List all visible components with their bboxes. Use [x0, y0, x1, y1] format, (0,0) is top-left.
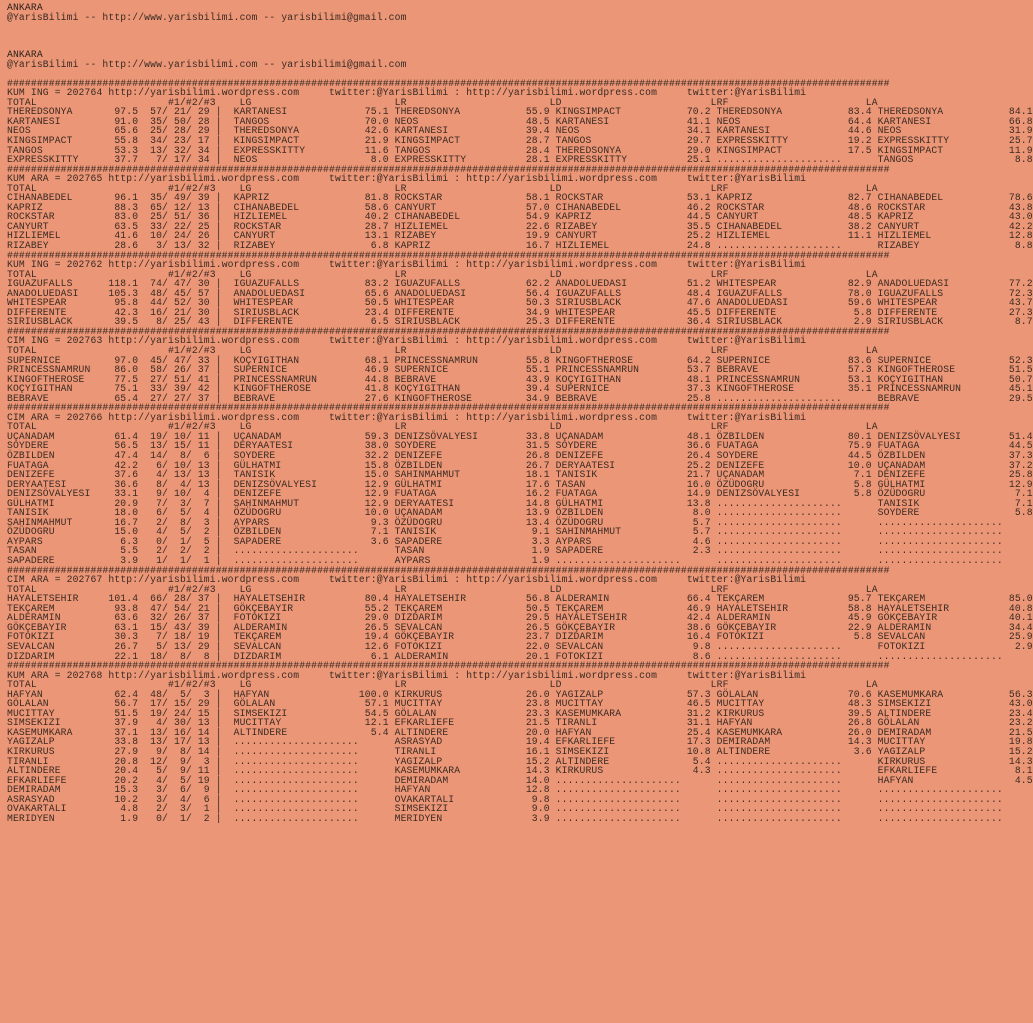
twitter-handle[interactable]: twitter:@YarisBilimi : [329, 173, 467, 185]
twitter-handle[interactable]: twitter:@YarisBilimi [686, 173, 807, 185]
contact-text: @YarisBilimi -- http://www.yarisbilimi.com -- yarisbilimi@gmail.com [7, 58, 407, 70]
table-row: SAPADERE 3.9 1/ 1/ 1 | ..................... AYPARS 1.9 ..................... ..................... ..................... [7, 555, 1033, 567]
table-row: ROCKSTAR 83.0 25/ 51/ 36 | HIZLIEMEL 40.2 CIHANABEDEL 54.9 KAPRIZ 44.5 CANYURT 48.5 KAPRIZ 43.0 [7, 211, 1033, 223]
table-row: TANGOS 53.3 13/ 32/ 34 | EXPRESSKITTY 11.6 TANGOS 28.4 THEREDSONYA 29.0 KINGSIMPACT 17.5 KINGSIMPACT 11.9 [7, 144, 1033, 156]
race-title: CIM ARA = 202766 [7, 411, 109, 423]
table-row: SEVALCAN 26.7 5/ 13/ 29 | SEVALCAN 12.6 FOTOKIZI 22.0 SEVALCAN 9.8 ..................... FOTOKIZI 2.9 [7, 640, 1033, 652]
table-row: ANADOLUEDASI 105.3 48/ 45/ 57 | ANADOLUEDASI 65.6 ANADOLUEDASI 56.4 IGUAZUFALLS 48.4 IGUAZUFALLS 78.0 IGUAZUFALLS 72.3 [7, 287, 1033, 299]
twitter-handle[interactable]: twitter:@YarisBilimi : [329, 335, 467, 347]
site-link[interactable]: http://yarisbilimi.wordpress.com [466, 335, 687, 347]
table-row: SOYDERE 56.5 13/ 15/ 11 | DERYAATESI 38.0 SOYDERE 31.5 SOYDERE 36.6 FUATAGA 75.9 FUATAGA 44.5 [7, 440, 1033, 452]
twitter-handle[interactable]: twitter:@YarisBilimi [686, 669, 807, 681]
table-row: BEBRAVE 65.4 27/ 27/ 37 | BEBRAVE 27.6 KINGOFTHEROSE 34.9 BEBRAVE 25.8 ..................... BEBRAVE 29.5 [7, 392, 1033, 404]
separator: #################################################################################################################################################### [7, 249, 890, 261]
race-title: KUM ARA = 202765 [7, 173, 109, 185]
table-row: UÇANADAM 61.4 19/ 10/ 11 | UÇANADAM 59.3 DENIZSÖVALYESI 33.8 UÇANADAM 48.1 ÖZBILDEN 80.1 DENIZSÖVALYESI 51.4 [7, 430, 1033, 442]
table-row: TEKÇAREM 93.8 47/ 54/ 21 | GÖKÇEBAYIR 55.2 TEKÇAREM 50.5 TEKÇAREM 46.9 HAYALETSEHIR 58.8 HAYALETSEHIR 40.8 [7, 602, 1033, 614]
site-link[interactable]: http://yarisbilimi.wordpress.com [466, 574, 687, 586]
table-row: SIRIUSBLACK 39.5 8/ 25/ 43 | DIFFERENTE 6.5 SIRIUSBLACK 25.3 DIFFERENTE 36.4 SIRIUSBLACK 2.9 SIRIUSBLACK 8.7 [7, 316, 1033, 328]
table-row: GÖLALAN 56.7 17/ 15/ 29 | GÖLALAN 57.1 MUCITTAY 23.8 MUCITTAY 46.5 MUCITTAY 48.3 SIMSEKIZI 43.0 [7, 698, 1033, 710]
table-row: AYPARS 6.3 0/ 1/ 5 | SAPADERE 3.6 SAPADERE 3.3 AYPARS 4.6 ..................... ..................... [7, 535, 1033, 547]
table-row: MUCITTAY 51.5 19/ 24/ 15 | SIMSEKIZI 54.5 GÖLALAN 23.3 KASEMUMKARA 31.2 KIRKURUS 39.5 ALTINDERE 23.4 [7, 707, 1033, 719]
twitter-handle[interactable]: twitter:@YarisBilimi [686, 87, 807, 99]
table-row: SAHINMAHMUT 16.7 2/ 8/ 3 | AYPARS 9.3 ÖZÜDOGRU 13.4 ÖZÜDOGRU 5.7 ..................... ..................... [7, 516, 1033, 528]
table-row: YAGIZALP 33.8 13/ 17/ 13 | ..................... ASRASYAD 19.4 EFKARLIEFE 17.3 DEMIRADAM 14.3 MUCITTAY 19.8 [7, 736, 1033, 748]
table-row: DENIZEFE 37.6 4/ 13/ 13 | TANISIK 15.0 SAHINMAHMUT 18.1 TANISIK 21.7 UÇANADAM 7.1 DENIZEFE 25.8 [7, 469, 1033, 481]
site-link[interactable]: http://yarisbilimi.wordpress.com [108, 574, 330, 586]
table-row: TASAN 5.5 2/ 2/ 2 | ..................... TASAN 1.9 SAPADERE 2.3 ..................... ..................... [7, 545, 1033, 557]
table-row: TANISIK 18.0 6/ 5/ 4 | ÖZÜDOGRU 10.0 UÇANADAM 13.9 ÖZBILDEN 8.0 ..................... SOYDERE 5.8 [7, 507, 1033, 519]
contact-line [7, 13, 910, 23]
site-link[interactable]: http://yarisbilimi.wordpress.com [466, 87, 687, 99]
table-row: GÖKÇEBAYIR 63.1 15/ 43/ 39 | ALDERAMIN 26.5 SEVALCAN 26.5 GÖKÇEBAYIR 38.6 GÖKÇEBAYIR 22.9 ALDERAMIN 34.4 [7, 621, 1033, 633]
table-row: KINGSIMPACT 55.8 34/ 23/ 17 | KINGSIMPACT 21.9 KINGSIMPACT 28.7 TANGOS 29.7 EXPRESSKITTY 19.2 EXPRESSKITTY 25.7 [7, 134, 1033, 146]
table-row: MERIDYEN 1.9 0/ 1/ 2 | ..................... MERIDYEN 3.9 ..................... ..................... ..................... [7, 812, 1033, 824]
table-row: DIFFERENTE 42.3 16/ 21/ 30 | SIRIUSBLACK 23.4 DIFFERENTE 34.9 WHITESPEAR 45.5 DIFFERENTE 5.8 DIFFERENTE 27.3 [7, 306, 1033, 318]
race-title: KUM ING = 202762 [7, 259, 109, 271]
twitter-handle[interactable]: twitter:@YarisBilimi : [329, 669, 467, 681]
column-header-row: TOTAL #1/#2/#3 LG LR LD LRF LA [7, 421, 878, 433]
separator: #################################################################################################################################################### [7, 564, 890, 576]
table-row: DERYAATESI 36.6 8/ 4/ 13 | DENIZSÖVALYESI 12.9 GÜLHATMI 17.6 TASAN 16.0 ÖZÜDOGRU 5.8 GÜLHATMI 12.9 [7, 478, 1033, 490]
column-header-row: TOTAL #1/#2/#3 LG LR LD LRF LA [7, 96, 878, 108]
table-row: KASEMUMKARA 37.1 13/ 16/ 14 | ALTINDERE 5.4 ALTINDERE 20.0 HAFYAN 25.4 KASEMUMKARA 26.0 DEMIRADAM 21.5 [7, 726, 1033, 738]
report-title: ANKARA [7, 2, 43, 13]
site-link[interactable]: http://yarisbilimi.wordpress.com [108, 87, 330, 99]
site-link[interactable]: http://yarisbilimi.wordpress.com [108, 173, 330, 185]
contact-line [7, 60, 910, 70]
table-row: KAPRIZ 88.3 65/ 12/ 13 | CIHANABEDEL 58.6 CANYURT 57.0 CIHANABEDEL 46.2 ROCKSTAR 48.6 ROCKSTAR 43.8 [7, 201, 1033, 213]
separator: #################################################################################################################################################### [7, 660, 890, 672]
table-row: NEOS 65.6 25/ 28/ 29 | THEREDSONYA 42.6 KARTANESI 39.4 NEOS 34.1 KARTANESI 44.6 NEOS 31.9 [7, 125, 1033, 137]
table-row: KINGOFTHEROSE 77.5 27/ 51/ 41 | PRINCESSNAMRUN 44.8 BEBRAVE 43.9 KOÇYIGITHAN 48.1 PRINCESSNAMRUN 53.1 KOÇYIGITHAN 50.7 [7, 373, 1033, 385]
table-row: KOÇYIGITHAN 75.1 33/ 39/ 42 | KINGOFTHEROSE 41.8 KOÇYIGITHAN 39.4 SUPERNICE 37.3 KINGOFTHEROSE 35.1 PRINCESSNAMRUN 45.1 [7, 383, 1033, 395]
table-row: EFKARLIEFE 20.2 4/ 5/ 19 | ..................... DEMIRADAM 14.0 ..................... ..................... HAFYAN 4.5 [7, 774, 1033, 786]
contact-text: @YarisBilimi -- http://www.yarisbilimi.com -- yarisbilimi@gmail.com [7, 11, 407, 23]
separator: #################################################################################################################################################### [7, 402, 890, 414]
table-row: ASRASYAD 10.2 3/ 4/ 6 | ..................... OVAKARTALI 9.8 ..................... ..................... ..................... [7, 793, 1033, 805]
table-row: CIHANABEDEL 96.1 35/ 49/ 39 | KAPRIZ 81.8 ROCKSTAR 58.1 ROCKSTAR 53.1 KAPRIZ 82.7 CIHANABEDEL 78.6 [7, 192, 1033, 204]
separator: #################################################################################################################################################### [7, 325, 890, 337]
column-header-row: TOTAL #1/#2/#3 LG LR LD LRF LA [7, 345, 878, 356]
table-row: OVAKARTALI 4.8 2/ 3/ 1 | ..................... SIMSEKIZI 9.0 ..................... ..................... ..................... [7, 803, 1033, 815]
twitter-handle[interactable]: twitter:@YarisBilimi : [329, 87, 467, 99]
site-link[interactable]: http://yarisbilimi.wordpress.com [108, 669, 330, 681]
table-row: ÖZBILDEN 47.4 14/ 8/ 6 | SOYDERE 32.2 DENIZEFE 26.8 DENIZEFE 26.4 SOYDERE 44.5 ÖZBILDEN 37.3 [7, 450, 1033, 462]
table-row: RIZABEY 28.6 3/ 13/ 32 | RIZABEY 6.8 KAPRIZ 16.7 HIZLIEMEL 24.8 ..................... RIZABEY 8.8 [7, 239, 1033, 251]
twitter-handle[interactable]: twitter:@YarisBilimi [686, 574, 807, 586]
table-row: DENIZSÖVALYESI 33.1 9/ 10/ 4 | DENIZEFE 12.9 FUATAGA 16.2 FUATAGA 14.9 DENIZSÖVALYESI 5.8 ÖZÜDOGRU 7.1 [7, 488, 1033, 500]
twitter-handle[interactable]: twitter:@YarisBilimi : [329, 411, 467, 423]
table-row: SIMSEKIZI 37.9 4/ 30/ 13 | MUCITTAY 12.1 EFKARLIEFE 21.5 TIRANLI 31.1 HAFYAN 26.8 GÖLALAN 23.2 [7, 717, 1033, 729]
separator: #################################################################################################################################################### [7, 163, 890, 175]
table-row: DEMIRADAM 15.3 3/ 6/ 9 | ..................... HAFYAN 12.8 ..................... ..................... ..................... [7, 784, 1033, 796]
table-row: ALTINDERE 20.4 5/ 9/ 11 | ..................... KASEMUMKARA 14.3 KIRKURUS 4.3 ..................... EFKARLIEFE 8.1 [7, 765, 1033, 777]
table-row: FOTOKIZI 30.3 7/ 18/ 19 | TEKÇAREM 19.4 GÖKÇEBAYIR 23.7 DIZDARIM 16.4 FOTOKIZI 5.8 SEVALCAN 25.9 [7, 631, 1033, 643]
column-header-row: TOTAL #1/#2/#3 LG LR LD LRF LA [7, 182, 878, 194]
site-link[interactable]: http://yarisbilimi.wordpress.com [108, 259, 330, 271]
twitter-handle[interactable]: twitter:@YarisBilimi [686, 411, 807, 423]
table-row: DIZDARIM 22.1 18/ 8/ 8 | DIZDARIM 6.1 ALDERAMIN 20.1 FOTOKIZI 8.6 ..................... ..................... [7, 650, 1033, 662]
table-row: IGUAZUFALLS 118.1 74/ 47/ 30 | IGUAZUFALLS 83.2 IGUAZUFALLS 62.2 ANADOLUEDASI 51.2 WHITESPEAR 82.9 ANADOLUEDASI 77.2 [7, 278, 1033, 290]
site-link[interactable]: http://yarisbilimi.wordpress.com [466, 173, 687, 185]
twitter-handle[interactable]: twitter:@YarisBilimi : [329, 574, 467, 586]
table-row: TIRANLI 20.8 12/ 9/ 3 | ..................... YAGIZALP 15.2 ALTINDERE 5.4 ..................... KIRKURUS 14.3 [7, 755, 1033, 767]
table-row: PRINCESSNAMRUN 86.0 58/ 26/ 37 | SUPERNICE 46.9 SUPERNICE 55.1 PRINCESSNAMRUN 53.7 BEBRAVE 57.3 KINGOFTHEROSE 51.5 [7, 364, 1033, 376]
table-row: CANYURT 63.5 33/ 22/ 25 | ROCKSTAR 28.7 HIZLIEMEL 22.6 RIZABEY 35.5 CIHANABEDEL 38.2 CANYURT 42.2 [7, 220, 1033, 232]
site-link[interactable]: http://yarisbilimi.wordpress.com [466, 669, 687, 681]
table-row: FUATAGA 42.2 6/ 10/ 13 | GÜLHATMI 15.8 ÖZBILDEN 26.7 DERYAATESI 25.2 DENIZEFE 10.0 UÇANADAM 37.2 [7, 459, 1033, 471]
table-row: HAYALETSEHIR 101.4 66/ 28/ 37 | HAYALETSEHIR 80.4 HAYALETSEHIR 56.8 ALDERAMIN 66.4 TEKÇAREM 95.7 TEKÇAREM 85.0 [7, 593, 1033, 605]
race-title: CIM ING = 202763 [7, 335, 109, 347]
table-row: KIRKURUS 27.9 9/ 8/ 14 | ..................... TIRANLI 16.1 SIMSEKIZI 10.8 ALTINDERE 3.6 YAGIZALP 15.2 [7, 745, 1033, 757]
table-row: EXPRESSKITTY 37.7 7/ 17/ 34 | NEOS 8.0 EXPRESSKITTY 28.1 EXPRESSKITTY 25.1 ..................... TANGOS 8.8 [7, 154, 1033, 166]
race-title: CIM ARA = 202767 [7, 574, 109, 586]
separator: #################################################################################################################################################### [7, 77, 890, 89]
table-row: SUPERNICE 97.0 45/ 47/ 33 | KOÇYIGITHAN 68.1 PRINCESSNAMRUN 55.8 KINGOFTHEROSE 64.2 SUPERNICE 83.6 SUPERNICE 52.3 [7, 354, 1033, 366]
table-row: ALDERAMIN 63.6 32/ 26/ 37 | FOTOKIZI 29.0 DIZDARIM 29.5 HAYALETSEHIR 42.4 ALDERAMIN 45.9 GÖKÇEBAYIR 40.1 [7, 612, 1033, 624]
column-header-row: TOTAL #1/#2/#3 LG LR LD LRF LA [7, 268, 878, 280]
table-row: GÜLHATMI 20.9 7/ 3/ 7 | SAHINMAHMUT 12.9 DERYAATESI 14.8 GÜLHATMI 13.8 ..................... TANISIK 7.1 [7, 497, 1033, 509]
site-link[interactable]: http://yarisbilimi.wordpress.com [466, 411, 687, 423]
report-title: ANKARA [7, 49, 43, 61]
spacer [7, 22, 910, 50]
table-row: ÖZÜDOGRU 15.0 4/ 5/ 2 | ÖZBILDEN 7.1 TANISIK 9.1 SAHINMAHMUT 5.7 ..................... ..................... [7, 526, 1033, 538]
twitter-handle[interactable]: twitter:@YarisBilimi [686, 335, 807, 347]
race-title: KUM ARA = 202768 [7, 669, 109, 681]
table-row: KARTANESI 91.0 35/ 50/ 28 | TANGOS 70.0 NEOS 48.5 KARTANESI 41.1 NEOS 64.4 KARTANESI 66.8 [7, 115, 1033, 127]
twitter-handle[interactable]: twitter:@YarisBilimi : [329, 259, 467, 271]
site-link[interactable]: http://yarisbilimi.wordpress.com [108, 335, 330, 347]
table-row: WHITESPEAR 95.8 44/ 52/ 30 | WHITESPEAR 50.5 WHITESPEAR 50.3 SIRIUSBLACK 47.6 ANADOLUEDASI 59.6 WHITESPEAR 43.7 [7, 297, 1033, 309]
site-link[interactable]: http://yarisbilimi.wordpress.com [108, 411, 330, 423]
column-header-row: TOTAL #1/#2/#3 LG LR LD LRF LA [7, 679, 878, 691]
table-row: HAFYAN 62.4 48/ 5/ 3 | HAFYAN 100.0 KIRKURUS 26.0 YAGIZALP 57.3 GÖLALAN 70.6 KASEMUMKARA 56.3 [7, 688, 1033, 700]
site-link[interactable]: http://yarisbilimi.wordpress.com [466, 259, 687, 271]
table-row: HIZLIEMEL 41.6 10/ 24/ 26 | CANYURT 13.1 RIZABEY 19.9 CANYURT 25.2 HIZLIEMEL 11.1 HIZLIEMEL 12.8 [7, 230, 1033, 242]
table-row: THEREDSONYA 97.5 57/ 21/ 29 | KARTANESI 75.1 THEREDSONYA 55.9 KINGSIMPACT 70.2 THEREDSONYA 83.4 THEREDSONYA 84.1 [7, 106, 1033, 118]
column-header-row: TOTAL #1/#2/#3 LG LR LD LRF LA [7, 583, 878, 595]
race-title: KUM ING = 202764 [7, 87, 109, 99]
twitter-handle[interactable]: twitter:@YarisBilimi [686, 259, 807, 271]
